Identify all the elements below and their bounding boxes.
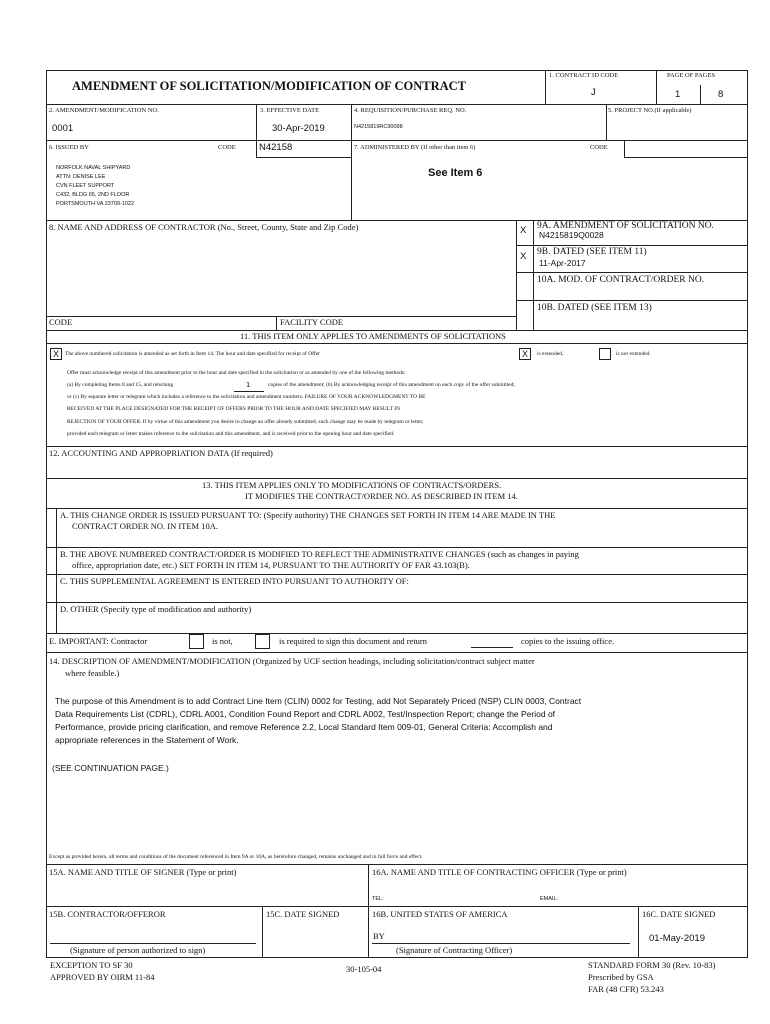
divider [46, 574, 748, 575]
divider [516, 220, 517, 330]
divider [545, 70, 546, 104]
instruction-line: or (c) By separate letter or telegram which includes a reference to the solicitation and amendment numbers. FAILURE OF YOUR ACKNOWLEDGMENT TO BE [67, 394, 426, 400]
option-c-text: C. THIS SUPPLEMENTAL AGREEMENT IS ENTERED INTO PURSUANT TO AUTHORITY OF: [60, 576, 409, 586]
address-line: ATTN: DENISE LEE [56, 174, 106, 180]
instruction-line: (a) By completing Items 8 and 15, and returning [67, 382, 174, 388]
divider [624, 157, 748, 158]
is-not-text: is not, [212, 636, 233, 646]
accounting-label: 12. ACCOUNTING AND APPROPRIATION DATA (If required) [49, 448, 273, 458]
divider [533, 220, 534, 330]
divider [46, 446, 748, 447]
issued-by-label: 6. ISSUED BY [49, 144, 89, 151]
copies-issuing-text: copies to the issuing office. [521, 636, 615, 646]
amended-checkbox[interactable]: X [50, 348, 62, 360]
option-d-text: D. OTHER (Specify type of modification and authority) [60, 604, 252, 614]
contract-id-value: J [591, 87, 596, 98]
check-mark-9a: X [520, 225, 527, 236]
divider [46, 478, 748, 479]
form-title: AMENDMENT OF SOLICITATION/MODIFICATION OF CONTRACT [72, 79, 467, 93]
extended-checkbox[interactable]: X [519, 348, 531, 360]
dated-10b-label: 10B. DATED (SEE ITEM 13) [537, 303, 652, 313]
divider [46, 104, 748, 105]
solicitation-no-label: 9A. AMENDMENT OF SOLICITATION NO. [537, 221, 714, 231]
contractor-date-label: 15C. DATE SIGNED [266, 909, 340, 919]
address-line: NORFOLK NAVAL SHIPYARD [56, 165, 131, 171]
divider [351, 104, 352, 140]
signature-caption: (Signature of person authorized to sign) [70, 945, 206, 955]
copies-blank [234, 391, 264, 392]
mod-contract-label: 10A. MOD. OF CONTRACT/ORDER NO. [537, 275, 705, 285]
instruction-line: RECEIVED AT THE PLACE DESIGNATED FOR THE RECEIPT OF OFFERS PRIOR TO THE HOUR AND DATE SPECIFIED MAY RESULT IN [67, 406, 401, 412]
divider [56, 508, 57, 633]
dated-9b-label: 9B. DATED (SEE ITEM 11) [537, 247, 647, 257]
divider [46, 602, 748, 603]
divider [46, 140, 748, 141]
important-label: E. IMPORTANT: Contractor [49, 636, 148, 646]
divider [46, 906, 748, 907]
contractor-code-label: CODE [49, 317, 73, 327]
footer-prescribed: Prescribed by GSA [588, 972, 654, 982]
option-b-text: office, appropriation date, etc.) SET FORTH IN ITEM 14, PURSUANT TO THE AUTHORITY OF FAR 43.103(B). [72, 560, 470, 570]
footer-standard-form: STANDARD FORM 30 (Rev. 10-83) [588, 960, 716, 970]
officer-date-label: 16C. DATE SIGNED [642, 909, 716, 919]
except-note: Except as provided herein, all terms and conditions of the document referenced in Item 9A or 10A, as heretofore changed, remains unchanged and in full force and effect. [49, 854, 423, 860]
description-body: appropriate references in the Statement of Work. [55, 735, 239, 745]
officer-signature-line[interactable] [372, 943, 630, 944]
is-required-text: is required to sign this document and return [279, 636, 428, 646]
instruction-line: provided each telegram or letter makes reference to the solicitation and this amendment, and is received prior to the opening hour and date specified. [67, 431, 395, 437]
requisition-value: N4215819RC90098 [354, 124, 403, 130]
page-number: 1 [675, 89, 681, 100]
continuation-note: (SEE CONTINUATION PAGE.) [52, 763, 169, 773]
issued-code-value: N42158 [259, 142, 293, 153]
admin-code-label: CODE [590, 144, 608, 151]
address-line: PORTSMOUTH VA 23709-1022 [56, 201, 135, 207]
item11-title: 11. THIS ITEM ONLY APPLIES TO AMENDMENTS OF SOLICITATIONS [240, 331, 506, 341]
is-required-checkbox[interactable] [255, 634, 270, 649]
footer-approved: APPROVED BY OIRM 11-84 [50, 972, 155, 982]
address-line: CVN FLEET SUPPORT [56, 183, 115, 189]
option-b-text: B. THE ABOVE NUMBERED CONTRACT/ORDER IS MODIFIED TO REFLECT THE ADMINISTRATIVE CHANGES (such as changes in paying [60, 549, 579, 559]
description-body: Data Requirements List (CDRL), CDRL A001, Condition Found Report and CDRL A002, Test/Inspection Report; change the Period of [55, 709, 556, 719]
divider [368, 864, 369, 958]
officer-date-value: 01-May-2019 [649, 933, 705, 944]
is-not-checkbox[interactable] [189, 634, 204, 649]
not-extended-text: is not extended. [616, 351, 651, 357]
address-line: C432, BLDG 65, 2ND FLOOR [56, 192, 130, 198]
divider [46, 547, 748, 548]
description-body: Performance, provide pricing clarification, and remove Reference 2.2, Local Standard Item 009-01, General Criteria: Accomplish and [55, 722, 553, 732]
divider [46, 652, 748, 653]
divider [256, 140, 257, 157]
divider [46, 864, 748, 865]
requisition-label: 4. REQUISITION/PURCHASE REQ. NO. [354, 107, 467, 114]
dated-9b-value: 11-Apr-2017 [539, 258, 586, 268]
divider [256, 104, 257, 140]
divider [276, 316, 277, 330]
effective-date-label: 3. EFFECTIVE DATE [260, 107, 320, 114]
divider [516, 300, 748, 301]
divider [700, 85, 701, 104]
divider [351, 140, 352, 220]
divider [46, 343, 748, 344]
email-label: EMAIL: [540, 896, 559, 902]
footer-form-number: 30-105-04 [346, 964, 382, 974]
footer-exception: EXCEPTION TO SF 30 [50, 960, 133, 970]
divider [256, 157, 351, 158]
amendment-no-value: 0001 [52, 123, 74, 134]
instruction-line: Offer must acknowledge receipt of this amendment prior to the hour and date specified in the solicitation or as amended by one of the following methods: [67, 370, 406, 376]
facility-code-label: FACILITY CODE [280, 317, 344, 327]
divider [624, 140, 625, 157]
divider [516, 245, 748, 246]
solicitation-no-value: N4215819Q0028 [539, 230, 604, 240]
contractor-signature-line[interactable] [50, 943, 256, 944]
issued-code-label: CODE [218, 144, 236, 151]
copies-return-blank [471, 647, 513, 648]
page-total: 8 [718, 89, 724, 100]
amendment-no-label: 2. AMENDMENT/MODIFICATION NO. [49, 107, 159, 114]
item13-title: 13. THIS ITEM APPLIES ONLY TO MODIFICATIONS OF CONTRACTS/ORDERS. [202, 480, 502, 490]
tel-label: TEL: [372, 896, 384, 902]
divider [262, 906, 263, 958]
usa-label: 16B. UNITED STATES OF AMERICA [372, 909, 508, 919]
divider [516, 272, 748, 273]
administered-by-label: 7. ADMINISTERED BY (If other than item 6) [354, 144, 476, 151]
see-item-6: See Item 6 [428, 167, 483, 179]
page-of-pages-label: PAGE OF PAGES [667, 72, 715, 79]
signer-name-label: 15A. NAME AND TITLE OF SIGNER (Type or print) [49, 867, 237, 877]
officer-signature-caption: (Signature of Contracting Officer) [396, 945, 513, 955]
footer-far: FAR (48 CFR) 53.243 [588, 984, 664, 994]
divider [656, 70, 657, 104]
project-no-label: 5. PROJECT NO.(If applicable) [608, 107, 692, 114]
effective-date-value: 30-Apr-2019 [272, 123, 325, 134]
description-label: 14. DESCRIPTION OF AMENDMENT/MODIFICATION (Organized by UCF section headings, including solicitation/contract subject matter [49, 656, 535, 666]
by-label: BY [373, 931, 385, 941]
option-a-text: A. THIS CHANGE ORDER IS ISSUED PURSUANT TO: (Specify authority) THE CHANGES SET FORTH IN ITEM 14 ARE MADE IN THE [60, 510, 556, 520]
amended-text: The above numbered solicitation is amended as set forth in Item 14. The hour and date specified for receipt of Offer [65, 351, 321, 357]
officer-name-label: 16A. NAME AND TITLE OF CONTRACTING OFFICER (Type or print) [372, 867, 627, 877]
contractor-name-label: 8. NAME AND ADDRESS OF CONTRACTOR (No., Street, County, State and Zip Code) [49, 222, 359, 232]
option-a-text: CONTRACT ORDER NO. IN ITEM 10A. [72, 521, 218, 531]
contractor-offeror-label: 15B. CONTRACTOR/OFFEROR [49, 909, 166, 919]
check-mark-9b: X [520, 251, 527, 262]
not-extended-checkbox[interactable] [599, 348, 611, 360]
divider [638, 906, 639, 958]
instruction-line: REJECTION OF YOUR OFFER. If by virtue of this amendment you desire to change an offer already submitted, such change may be made by telegram or letter, [67, 419, 424, 425]
extended-text: is extended, [537, 351, 564, 357]
copies-value: 1 [246, 380, 251, 389]
divider [46, 508, 748, 509]
description-body: The purpose of this Amendment is to add Contract Line Item (CLIN) 0002 for Testing, add Not Separately Priced (NSP) CLIN 0003, Contract [55, 696, 582, 706]
description-label: where feasible.) [65, 668, 120, 678]
item13-subtitle: IT MODIFIES THE CONTRACT/ORDER NO. AS DESCRIBED IN ITEM 14. [245, 491, 518, 501]
contract-id-label: 1. CONTRACT ID CODE [549, 72, 619, 79]
divider [46, 633, 748, 634]
divider [606, 104, 607, 140]
instruction-line: copies of the amendment; (b) By acknowledging receipt of this amendment on each copy of the offer submitted; [268, 382, 515, 388]
